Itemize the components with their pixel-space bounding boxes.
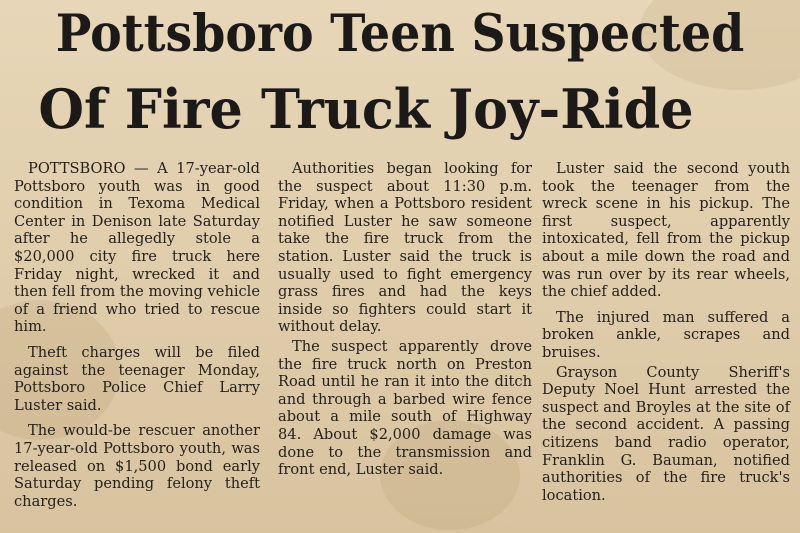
headline-line-2: Of Fire Truck Joy-Ride	[38, 77, 694, 141]
article-paragraph: POTTSBORO — A 17-year-old Pottsboro youth was in good condition in Texoma Medical Center in Denison late Saturday after he allegedly stole a $20,000 city fire truck here Friday night, wrecked it and then fell from the moving vehicle of a friend who tried to rescue him.	[14, 160, 260, 336]
article-column-1	[14, 160, 260, 518]
article-paragraph: The suspect apparently drove the fire truck north on Preston Road until he ran it into the ditch and through a barbed wire fence about a mile south of Highway 84. About $2,000 damage was done to the transmission and front end, Luster said.	[278, 337, 532, 479]
article-paragraph: Luster said the second youth took the teenager from the wreck scene in his pickup. The first suspect, apparently intoxicated, fell from the pickup about a mile down the road and was run over by its rear wheels, the chief added.	[542, 160, 790, 301]
article-paragraph: Authorities began looking for the suspect about 11:30 p.m. Friday, when a Pottsboro resident notified Luster he saw someone take the fire truck from the station. Luster said the truck is usually used to fight emergency grass fires and had the keys inside so fighters could start it without delay.	[278, 160, 532, 336]
article-column-2	[278, 160, 532, 487]
article-paragraph: The would-be rescuer another 17-year-old Pottsboro youth, was released on $1,500 bond early Saturday pending felony theft charges.	[14, 422, 260, 510]
article-paragraph: The injured man suffered a broken ankle, scrapes and bruises.	[542, 308, 790, 361]
article-paragraph: Theft charges will be filed against the teenager Monday, Pottsboro Police Chief Larry Luster said.	[14, 343, 260, 414]
article-body	[14, 160, 792, 528]
headline-line-1: Pottsboro Teen Suspected	[55, 4, 745, 64]
article-column-3	[542, 160, 790, 512]
article-paragraph: Grayson County Sheriff's Deputy Noel Hunt arrested the suspect and Broyles at the site of the second accident. A passing citizens band radio operator, Franklin G. Bauman, notified authorities of the fire truck's location.	[542, 363, 790, 504]
